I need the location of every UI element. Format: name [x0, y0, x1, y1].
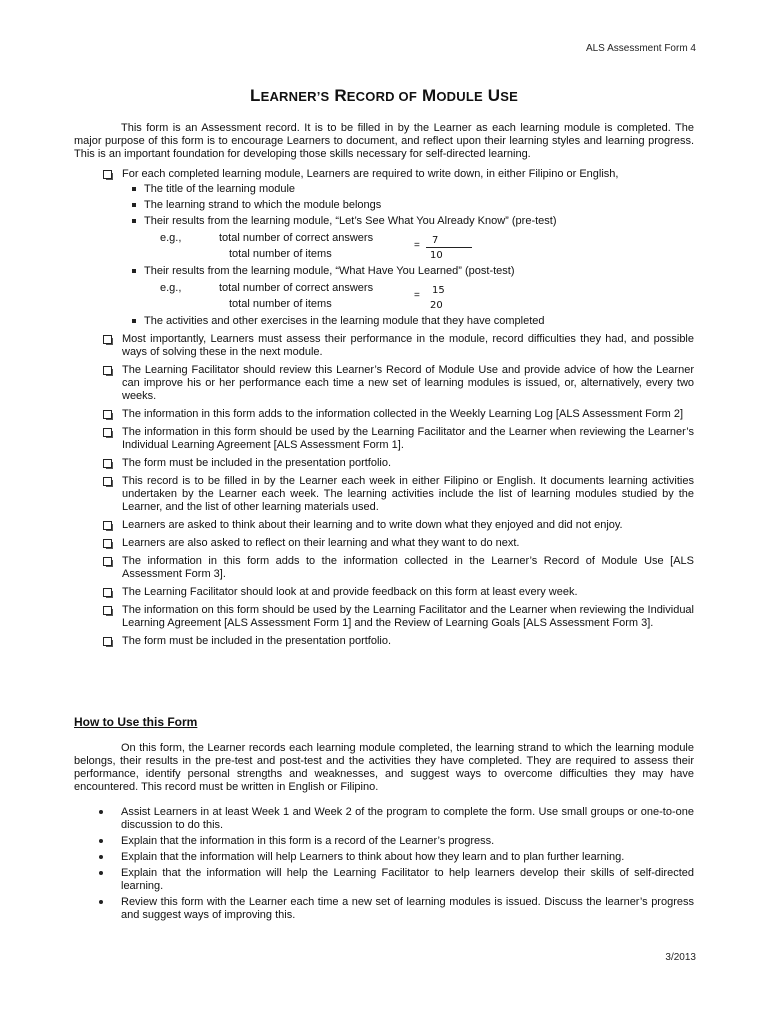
checklist-item: This record is to be filled in by the Learner each week in either Filipino or English. It documents learning activities undertaken by the Learner each week. The learning activities include the list of learning modules studied by the Learner, and the list of other learning materials used.: [103, 475, 694, 514]
sub-list: [130, 315, 694, 328]
sub-list-item: The activities and other exercises in the learning module that they have completed: [130, 315, 694, 328]
checkbox-bullet-icon: [103, 477, 112, 486]
checklist: [103, 168, 694, 653]
sub-list: [130, 183, 694, 228]
checklist-item: The information in this form should be used by the Learning Facilitator and the Learner when reviewing the Learner’s Individual Learning Agreement [ALS Assessment Form 1].: [103, 426, 694, 452]
intro-paragraph: This form is an Assessment record. It is to be filled in by the Learner as each learning module is completed. The major purpose of this form is to encourage Learners to document, and reflect upon their learning styles and learning progress. This is an important foundation for developing those skills necessary for self-directed learning.: [74, 122, 694, 160]
checkbox-bullet-icon: [103, 588, 112, 597]
checkbox-bullet-icon: [103, 557, 112, 566]
checkbox-bullet-icon: [103, 170, 112, 179]
footer-date: 3/2013: [665, 952, 696, 963]
checklist-item: The Learning Facilitator should look at and provide feedback on this form at least every week.: [103, 586, 694, 599]
title-word: USE: [487, 86, 518, 105]
list-item: Explain that the information will help Learners to think about how they learn and to plan further learning.: [97, 851, 694, 864]
sub-list-item: Their results from the learning module, “What Have You Learned” (post-test): [130, 265, 694, 278]
checkbox-bullet-icon: [103, 335, 112, 344]
example-fraction: e.g., total number of correct answers total number of items = 7 10: [136, 231, 694, 263]
form-label: ALS Assessment Form 4: [585, 43, 696, 54]
checkbox-bullet-icon: [103, 410, 112, 419]
round-bullet-icon: [99, 810, 103, 814]
checkbox-bullet-icon: [103, 366, 112, 375]
checklist-item: For each completed learning module, Learners are required to write down, in either Filipino or English, The title of the learning module The learning strand to which the module belongs Their results from the learning module, “Let’s See What You Already Know” (pre-test) e.g., total number of correct answers total number of items = 7 10 Their results from the learning module, “What Have You Learned” (post-test) e.g., total number of correct answers total number of items = 15 20 The activities and other exercises in the learning module that they have completed: [103, 168, 694, 328]
page-title: [0, 86, 768, 106]
round-bullet-icon: [99, 871, 103, 875]
square-bullet-icon: [132, 203, 136, 207]
title-word: MODULE: [421, 86, 483, 105]
checkbox-bullet-icon: [103, 539, 112, 548]
round-bullet-icon: [99, 855, 103, 859]
sub-list: [130, 265, 694, 278]
square-bullet-icon: [132, 219, 136, 223]
square-bullet-icon: [132, 187, 136, 191]
checklist-item: The information in this form adds to the information collected in the Weekly Learning Log [ALS Assessment Form 2]: [103, 408, 694, 421]
square-bullet-icon: [132, 269, 136, 273]
list-item: Review this form with the Learner each time a new set of learning modules is issued. Discuss the learner’s progress and suggest ways of improving this.: [97, 896, 694, 922]
howto-paragraph: On this form, the Learner records each learning module completed, the learning strand to which the learning module belongs, their results in the pre-test and post-test and the activities they have completed. They are required to assess their performance, identify personal strengths and weaknesses, and suggest ways to overcome difficulties they may have encountered. This record must be written in English or Filipino.: [74, 742, 694, 793]
howto-bullet-list: [97, 806, 694, 925]
sub-list-item: The title of the learning module: [130, 183, 694, 196]
checklist-item: Most importantly, Learners must assess their performance in the module, record difficulties they had, and possible ways of solving these in the next module.: [103, 333, 694, 359]
sub-list-item: The learning strand to which the module belongs: [130, 199, 694, 212]
checkbox-bullet-icon: [103, 521, 112, 530]
checkbox-bullet-icon: [103, 606, 112, 615]
list-item: Explain that the information will help the Learning Facilitator to help learners develop their skills of self-directed learning.: [97, 867, 694, 893]
checkbox-bullet-icon: [103, 459, 112, 468]
round-bullet-icon: [99, 839, 103, 843]
title-word: LEARNER’S: [250, 86, 330, 105]
square-bullet-icon: [132, 319, 136, 323]
title-word: RECORD OF: [334, 86, 418, 105]
example-fraction: e.g., total number of correct answers total number of items = 15 20: [160, 282, 445, 311]
fraction-line: [426, 247, 472, 248]
checklist-item: The form must be included in the presentation portfolio.: [103, 457, 694, 470]
sub-list-item: Their results from the learning module, “Let’s See What You Already Know” (pre-test): [130, 215, 694, 228]
list-item: Explain that the information in this form is a record of the Learner’s progress.: [97, 835, 694, 848]
checklist-item: Learners are asked to think about their learning and to write down what they enjoyed and did not enjoy.: [103, 519, 694, 532]
checklist-item: The information on this form should be used by the Learning Facilitator and the Learner when reviewing the Individual Learning Agreement [ALS Assessment Form 1] and the Review of Learning Goals [ALS Assessment Form 3].: [103, 604, 694, 630]
checklist-item: The form must be included in the presentation portfolio.: [103, 635, 694, 648]
round-bullet-icon: [99, 900, 103, 904]
checklist-item: The information in this form adds to the information collected in the Learner’s Record of Module Use [ALS Assessment Form 3].: [103, 555, 694, 581]
checkbox-bullet-icon: [103, 637, 112, 646]
section-heading: How to Use this Form: [74, 715, 198, 729]
checkbox-bullet-icon: [103, 428, 112, 437]
checklist-item: The Learning Facilitator should review this Learner’s Record of Module Use and provide advice of how the Learner can improve his or her performance each time a new set of learning modules is issued, or, alternatively, every two weeks.: [103, 364, 694, 403]
list-item: Assist Learners in at least Week 1 and Week 2 of the program to complete the form. Use small groups or one-to-one discussion to do this.: [97, 806, 694, 832]
checklist-item: Learners are also asked to reflect on their learning and what they want to do next.: [103, 537, 694, 550]
